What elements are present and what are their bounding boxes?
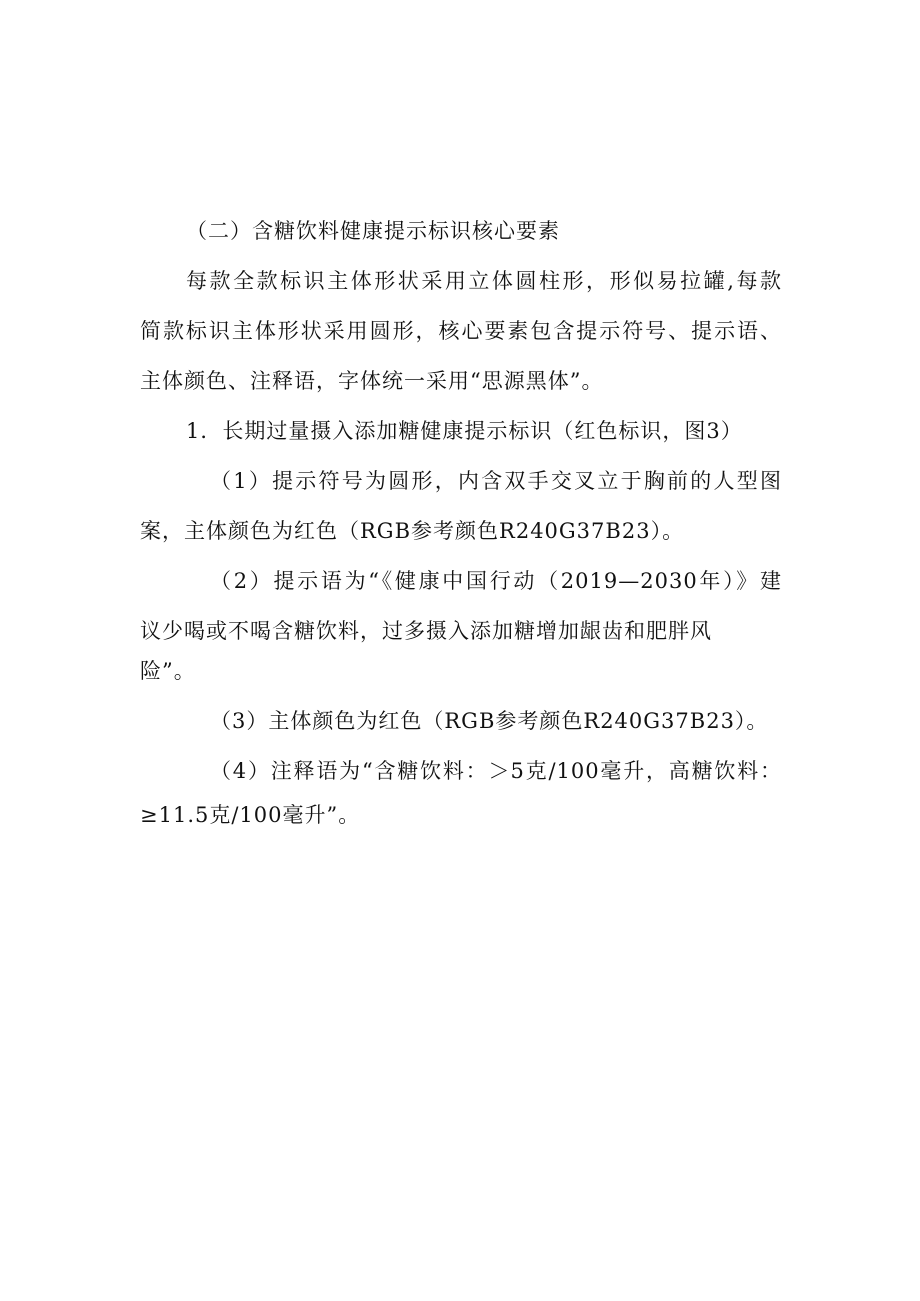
item-1-line-2: 案，主体颜色为红色（RGB参考颜色R240G37B23）。 [140, 519, 685, 543]
item-2-line-1: （2）提示语为“《健康中国行动（2019—2030年）》建 [210, 569, 782, 593]
intro-line-3: 主体颜色、注释语，字体统一采用“思源黑体”。 [140, 369, 604, 393]
item-3-line-1: （3）主体颜色为红色（RGB参考颜色R240G37B23）。 [210, 709, 769, 733]
intro-line-2: 简款标识主体形状采用圆形，核心要素包含提示符号、提示语、 [140, 319, 782, 343]
item-2-line-2: 议少喝或不喝含糖饮料，过多摄入添加糖增加龈齿和肥胖风 [140, 619, 712, 643]
item-2-line-3: 险”。 [140, 659, 196, 683]
subsection-heading: 1．长期过量摄入添加糖健康提示标识（红色标识，图3） [186, 419, 743, 443]
intro-line-1: 每款全款标识主体形状采用立体圆柱形，形似易拉罐,每款 [186, 269, 782, 293]
item-1-line-1: （1）提示符号为圆形，内含双手交叉立于胸前的人型图 [210, 469, 782, 493]
item-4-line-2: ≥11.5克/100毫升”。 [140, 803, 361, 827]
item-4-line-1: （4）注释语为“含糖饮料：＞5克/100毫升，高糖饮料： [210, 759, 782, 783]
section-heading: （二）含糖饮料健康提示标识核心要素 [186, 219, 560, 243]
